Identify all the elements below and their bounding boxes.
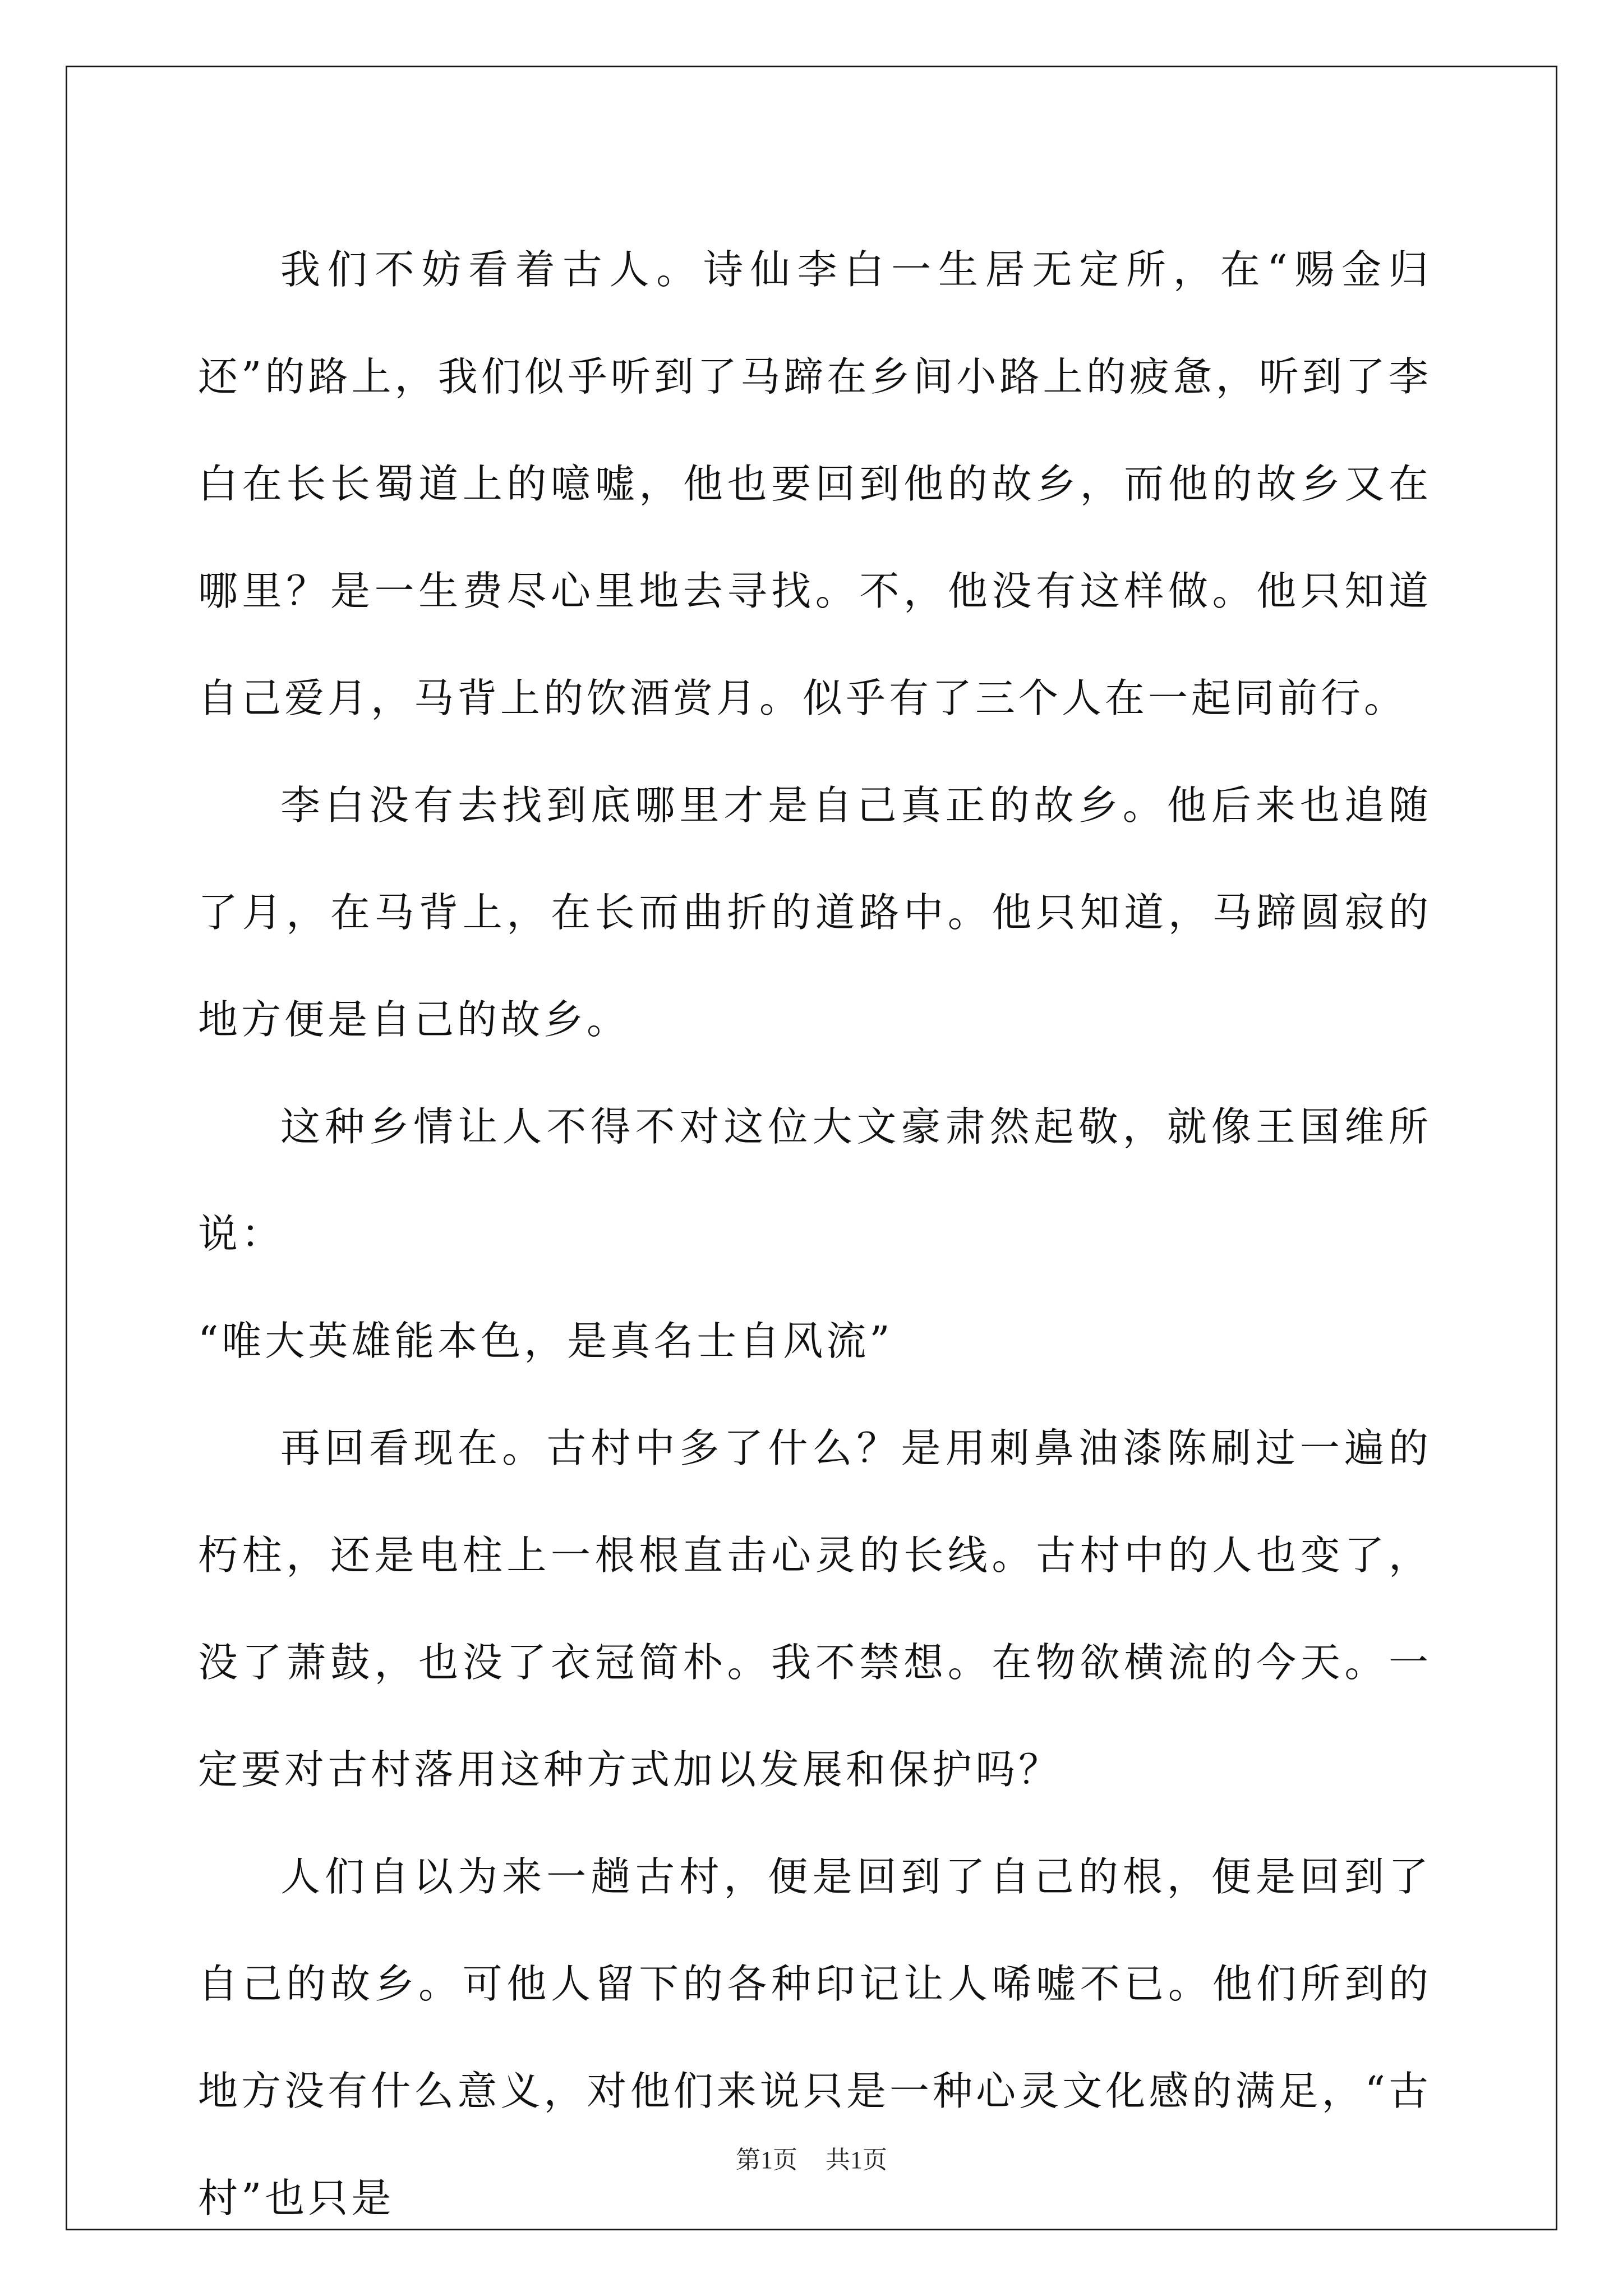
paragraph-li-bai-hometown: 李白没有去找到底哪里才是自己真正的故乡。他后来也追随了月，在马背上，在长而曲折的道路中。他只知道，马蹄圆寂的地方便是自己的故乡。	[198, 782, 1432, 1043]
page-total: 共1页	[826, 2146, 887, 2174]
paragraph-wang-guowei-intro: 这种乡情让人不得不对这位大文豪肃然起敬，就像王国维所说：	[198, 1103, 1432, 1257]
paragraph-quote: “唯大英雄能本色，是真名士自风流”	[198, 1318, 893, 1364]
paragraph-ancient-village-now: 再回看现在。古村中多了什么？是用刺鼻油漆陈刷过一遍的朽柱，还是电柱上一根根直击心灵的长线。古村中的人也变了，没了萧鼓，也没了衣冠简朴。我不禁想。在物欲横流的今天。一定要对古村落用这种方式加以发展和保护吗？	[198, 1425, 1432, 1793]
paragraph-visitors: 人们自以为来一趟古村，便是回到了自己的根，便是回到了自己的故乡。可他人留下的各种印记让人唏嘘不已。他们所到的地方没有什么意义，对他们来说只是一种心灵文化感的满足，“古村”也只是	[198, 1853, 1432, 2221]
document-body	[198, 216, 1432, 2252]
page-number: 第1页	[736, 2146, 797, 2174]
page-footer	[0, 2139, 1623, 2175]
paragraph-li-bai-homeless: 我们不妨看着古人。诗仙李白一生居无定所，在“赐金归还”的路上，我们似乎听到了马蹄在乡间小路上的疲惫，听到了李白在长长蜀道上的噫嘘，他也要回到他的故乡，而他的故乡又在哪里？是一生费尽心里地去寻找。不，他没有这样做。他只知道自己爱月，马背上的饮酒赏月。似乎有了三个人在一起同前行。	[198, 246, 1432, 721]
